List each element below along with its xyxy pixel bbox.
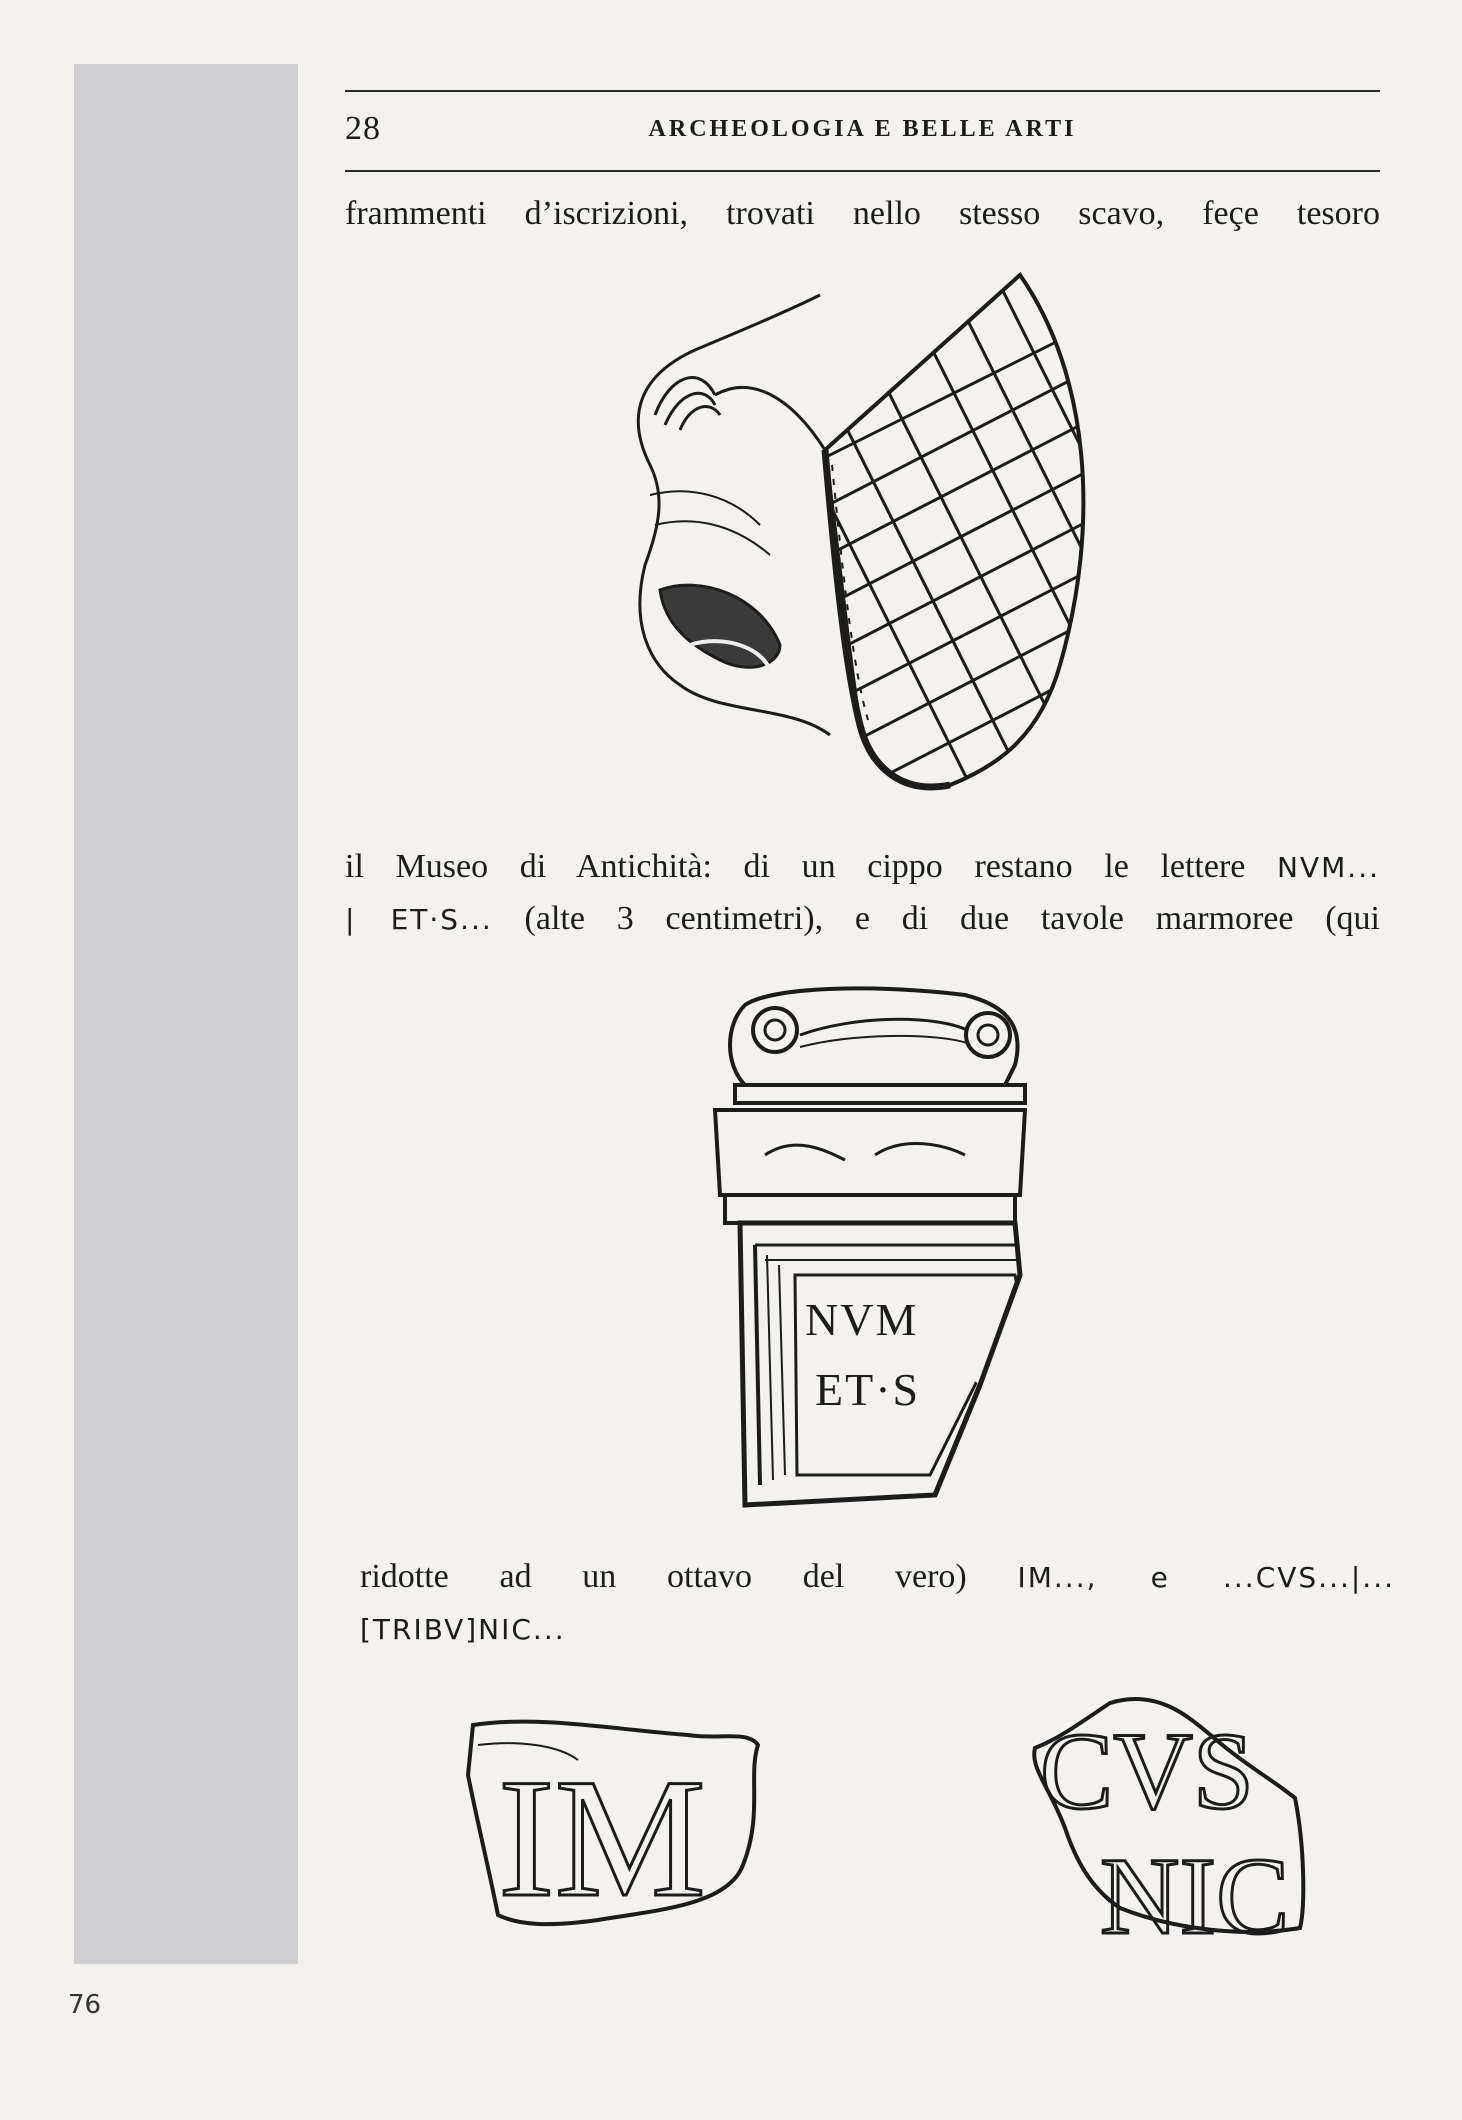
tablet-cvs-line1: CVS — [1040, 1710, 1254, 1832]
footer-page-number: 76 — [68, 1990, 102, 2020]
cippo-inscription-line2: ET·S — [815, 1364, 921, 1415]
body-line-5: [TRIBV]NIC... — [360, 1613, 566, 1646]
lattice-fragment-drawing — [620, 265, 1100, 805]
body-line-2-text: il Museo di Antichità: di un cippo restano le lettere — [345, 848, 1278, 885]
running-head — [345, 100, 1380, 150]
body-line-1: frammenti d’iscrizioni, trovati nello stesso scavo, feçe tesoro — [345, 195, 1380, 232]
figure-tablet-im — [458, 1715, 778, 1935]
tablet-im-letters: IM — [498, 1744, 706, 1932]
gray-margin-band — [74, 64, 298, 1964]
cippo-inscription-line1: NVM — [805, 1294, 919, 1345]
tablet-im-drawing — [458, 1715, 778, 1935]
body-line-2 — [345, 845, 1380, 890]
header-rule-top — [345, 90, 1380, 92]
figure-tablet-cvs — [1020, 1688, 1310, 1948]
body-line-3-text: (alte 3 centimetri), e di due tavole marmoree (qui — [492, 900, 1380, 937]
inscription-letters-ets: | ET·S... — [345, 903, 493, 936]
body-line-3 — [345, 897, 1380, 942]
inscription-letters-im-cvs: IM..., e ...CVS...|... — [1017, 1561, 1396, 1594]
cippo-drawing — [705, 985, 1035, 1515]
tablet-cvs-drawing — [1020, 1688, 1310, 1948]
header-page-number: 28 — [345, 110, 381, 147]
figure-lattice-fragment — [620, 265, 1100, 805]
tablet-cvs-line2: NIC — [1100, 1835, 1290, 1948]
body-line-4-text: ridotte ad un ottavo del vero) — [360, 1558, 1018, 1595]
inscription-letters-nvm: NVM... — [1277, 851, 1380, 884]
header-rule-bottom — [345, 170, 1380, 172]
header-title: ARCHEOLOGIA E BELLE ARTI — [648, 116, 1077, 142]
figure-cippo — [705, 985, 1035, 1515]
body-line-4 — [360, 1555, 1395, 1600]
